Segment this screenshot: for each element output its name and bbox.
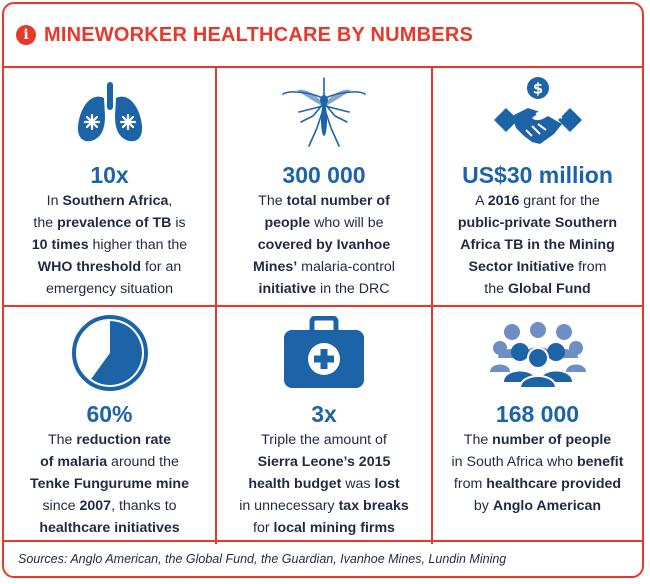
desc-segment: healthcare initiatives bbox=[39, 520, 180, 536]
desc-segment: benefit bbox=[576, 454, 624, 470]
desc-segment: Mines’ bbox=[253, 259, 298, 275]
desc-segment: in unnecessary bbox=[239, 498, 339, 514]
stat-card-beneficiaries bbox=[433, 307, 642, 544]
desc-segment: people bbox=[264, 215, 311, 231]
desc-segment: Triple the amount of bbox=[261, 432, 387, 448]
header bbox=[4, 4, 642, 68]
page-title: MINEWORKER HEALTHCARE BY NUMBERS bbox=[44, 23, 473, 46]
desc-segment: 10 times bbox=[31, 237, 89, 253]
desc-segment: , thanks to bbox=[111, 498, 177, 514]
medical-kit-icon bbox=[282, 316, 366, 390]
desc-segment: A bbox=[475, 193, 488, 209]
desc-segment: Sector Initiative bbox=[468, 259, 575, 275]
desc-segment: Global Fund bbox=[507, 281, 591, 297]
handshake-dollar-icon bbox=[492, 74, 584, 154]
desc-segment: Southern Africa bbox=[62, 193, 169, 209]
desc-segment: grant for the bbox=[519, 193, 600, 209]
pie-chart-icon bbox=[70, 313, 150, 393]
stat-value: 300 000 bbox=[282, 162, 366, 188]
stat-value: 168 000 bbox=[495, 401, 580, 427]
stat-card-malaria-control bbox=[217, 68, 431, 305]
desc-segment: for bbox=[253, 520, 274, 536]
desc-segment: Tenke Fungurume mine bbox=[30, 476, 189, 492]
svg-text:$: $ bbox=[532, 79, 543, 98]
desc-segment: WHO threshold bbox=[37, 259, 141, 275]
stat-description bbox=[433, 429, 642, 517]
desc-segment: was bbox=[341, 476, 375, 492]
desc-segment: in South Africa who bbox=[451, 454, 577, 470]
desc-segment: the bbox=[33, 215, 58, 231]
stat-value: 60% bbox=[86, 401, 133, 427]
desc-segment: 2007 bbox=[79, 498, 112, 514]
desc-segment: Africa TB in the Mining bbox=[460, 237, 615, 253]
desc-segment: tax breaks bbox=[338, 498, 409, 514]
desc-segment: Anglo American bbox=[492, 498, 602, 514]
desc-segment: who will be bbox=[310, 215, 384, 231]
desc-segment: from bbox=[453, 476, 487, 492]
desc-segment: around the bbox=[107, 454, 179, 470]
stat-card-grant bbox=[433, 68, 642, 305]
mosquito-icon bbox=[279, 76, 369, 152]
stats-grid bbox=[4, 68, 642, 544]
people-group-icon bbox=[490, 318, 586, 388]
stat-description bbox=[4, 429, 215, 539]
desc-segment: by bbox=[473, 498, 493, 514]
stat-description bbox=[433, 190, 642, 300]
desc-segment: initiative bbox=[258, 281, 317, 297]
desc-segment: since bbox=[42, 498, 80, 514]
desc-segment: , bbox=[168, 193, 173, 209]
stat-card-health-budget bbox=[217, 307, 431, 544]
sources-footer: Sources: Anglo American, the Global Fund, the Guardian, Ivanhoe Mines, Lundin Mining bbox=[4, 540, 642, 576]
desc-segment: covered by Ivanhoe bbox=[257, 237, 391, 253]
desc-segment: for an bbox=[141, 259, 182, 275]
stat-description bbox=[217, 190, 431, 300]
stat-value: US$30 million bbox=[462, 162, 613, 188]
desc-segment: of malaria bbox=[40, 454, 108, 470]
stat-card-malaria-reduction bbox=[4, 307, 215, 544]
desc-segment: local mining firms bbox=[273, 520, 395, 536]
info-icon: i bbox=[16, 25, 36, 45]
desc-segment: malaria-control bbox=[297, 259, 395, 275]
desc-segment: Sierra Leone’s 2015 bbox=[257, 454, 391, 470]
desc-segment: health budget bbox=[248, 476, 342, 492]
stat-card-tb bbox=[4, 68, 215, 305]
desc-segment: prevalence of TB bbox=[57, 215, 172, 231]
desc-segment: The bbox=[48, 432, 77, 448]
desc-segment: reduction rate bbox=[76, 432, 171, 448]
desc-segment: emergency situation bbox=[46, 281, 173, 297]
desc-segment: the bbox=[484, 281, 508, 297]
desc-segment: lost bbox=[374, 476, 400, 492]
desc-segment: higher than the bbox=[88, 237, 188, 253]
stat-description bbox=[4, 190, 215, 300]
desc-segment: in the DRC bbox=[316, 281, 390, 297]
desc-segment: The bbox=[258, 193, 287, 209]
desc-segment: total number of bbox=[286, 193, 390, 209]
desc-segment: from bbox=[574, 259, 607, 275]
infographic-frame bbox=[2, 2, 644, 578]
stat-value: 3x bbox=[311, 401, 337, 427]
stat-value: 10x bbox=[90, 162, 129, 188]
stat-description bbox=[217, 429, 431, 539]
desc-segment: public-private Southern bbox=[457, 215, 618, 231]
desc-segment: number of people bbox=[492, 432, 612, 448]
desc-segment: healthcare provided bbox=[486, 476, 622, 492]
desc-segment: In bbox=[46, 193, 63, 209]
desc-segment: The bbox=[463, 432, 493, 448]
lungs-icon bbox=[74, 78, 146, 150]
desc-segment: 2016 bbox=[487, 193, 520, 209]
desc-segment: is bbox=[171, 215, 186, 231]
